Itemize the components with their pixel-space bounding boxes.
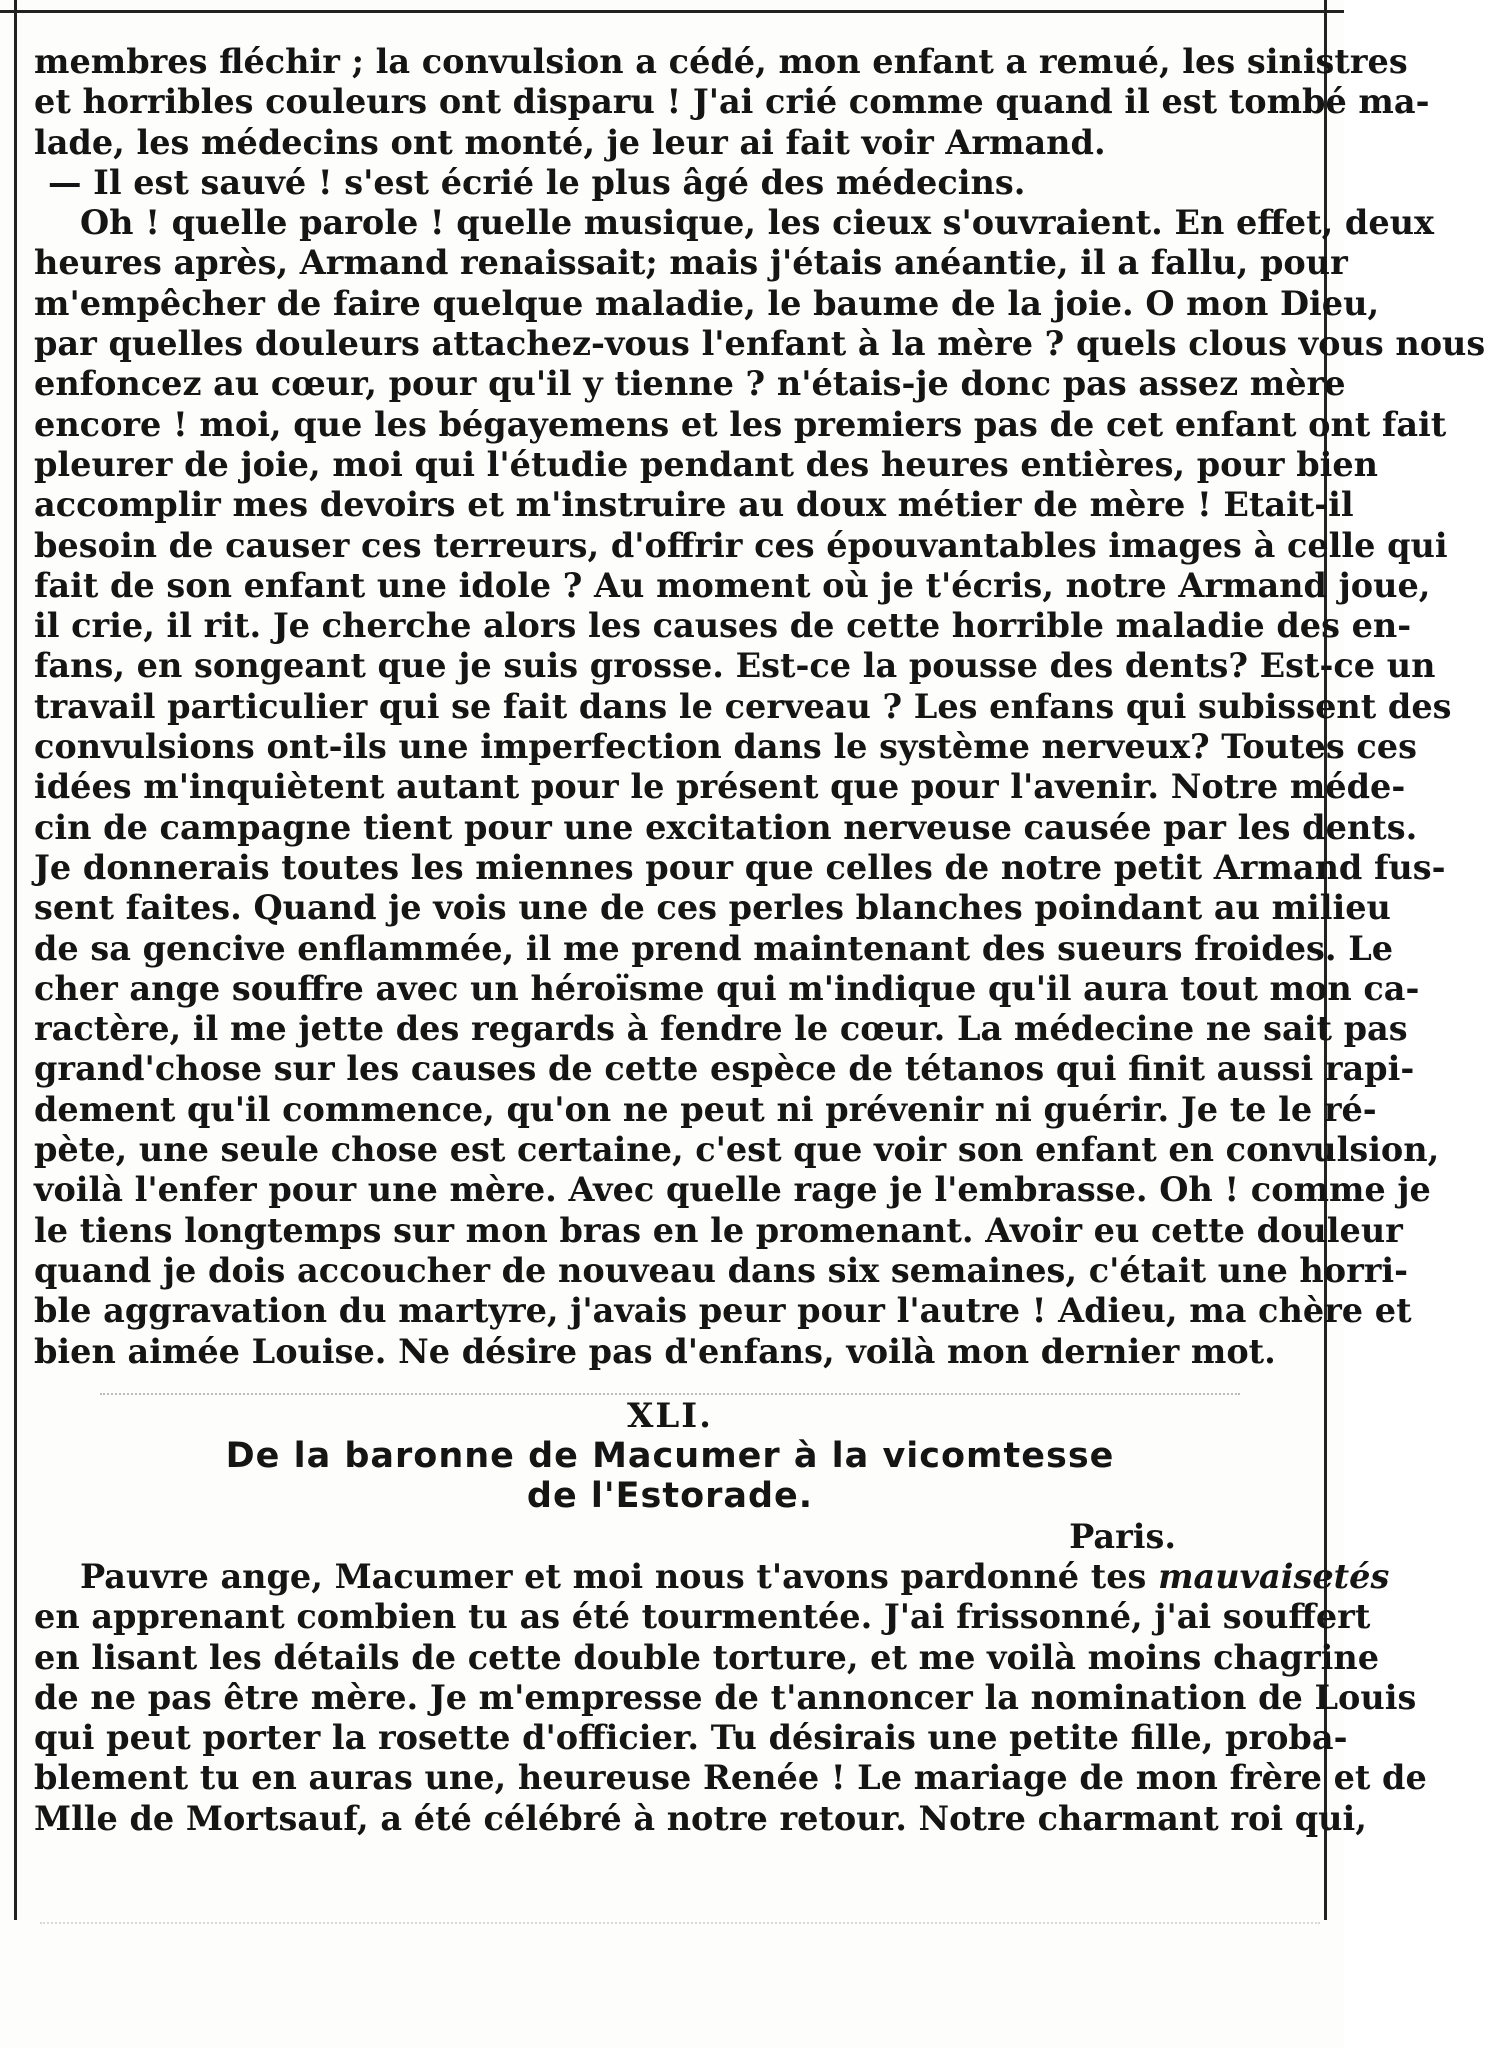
text-line: et horribles couleurs ont disparu ! J'ai crié comme quand il est tombé ma- (34, 82, 1430, 122)
text-line: sent faites. Quand je vois une de ces perles blanches poindant au milieu (34, 888, 1391, 928)
paragraph-continuation (34, 42, 1430, 163)
text-line: cher ange souffre avec un héroïsme qui m'indique qu'il aura tout mon ca- (34, 968, 1420, 1008)
letter-title-line-2: de l'Estorade. (526, 1476, 814, 1517)
text-line: qui peut porter la rosette d'officier. Tu désirais une petite fille, proba- (34, 1718, 1348, 1758)
text-line: heures après, Armand renaissait; mais j'étais anéantie, il a fallu, pour (34, 243, 1348, 283)
text-line: lade, les médecins ont monté, je leur ai fait voir Armand. (34, 122, 1106, 162)
text-line: convulsions ont-ils une imperfection dans le système nerveux? Toutes ces (34, 727, 1417, 767)
print-artifact-line-bottom (40, 1922, 1320, 1938)
top-rule (0, 0, 1344, 13)
text-line: en lisant les détails de cette double torture, et me voilà moins chagrine (34, 1637, 1380, 1677)
left-column-rule (14, 0, 17, 1920)
text-line: pète, une seule chose est certaine, c'est que voir son enfant en convulsion, (34, 1130, 1440, 1170)
text-line: encore ! moi, que les bégayemens et les premiers pas de cet enfant ont fait (34, 404, 1447, 444)
text-line: de sa gencive enflammée, il me prend maintenant des sueurs froides. Le (34, 928, 1394, 968)
letter-place: Paris. (1069, 1516, 1176, 1556)
text-line: voilà l'enfer pour une mère. Avec quelle rage je l'embrasse. Oh ! comme je (34, 1170, 1431, 1210)
text-line: blement tu en auras une, heureuse Renée ! Le mariage de mon frère et de (34, 1758, 1427, 1798)
text-line: ble aggravation du martyre, j'avais peur pour l'autre ! Adieu, ma chère et (34, 1291, 1412, 1331)
text-line: idées m'inquiètent autant pour le présent que pour l'avenir. Notre méde- (34, 767, 1406, 807)
letter-opening-line (34, 1556, 1390, 1597)
text-line: cin de campagne tient pour une excitation nerveuse causée par les dents. (34, 807, 1418, 847)
text-line: ractère, il me jette des regards à fendre le cœur. La médecine ne sait pas (34, 1009, 1408, 1049)
chapter-number: XLI. (626, 1395, 714, 1436)
text-line: accomplir mes devoirs et m'instruire au doux métier de mère ! Etait-il (34, 485, 1354, 525)
text-line: — Il est sauvé ! s'est écrié le plus âgé des médecins. (48, 162, 1026, 202)
text-line: Je donnerais toutes les miennes pour que celles de notre petit Armand fus- (34, 847, 1446, 887)
letter-opening-italic: mauvaisetés (1158, 1556, 1390, 1596)
text-line: en apprenant combien tu as été tourmentée. J'ai frissonné, j'ai souffert (34, 1597, 1371, 1637)
paragraph-letter (34, 1597, 1427, 1839)
text-line: Mlle de Mortsauf, a été célébré à notre retour. Notre charmant roi qui, (34, 1798, 1367, 1838)
letter-opening-text: Pauvre ange, Macumer et moi nous t'avons pardonné tes (80, 1556, 1147, 1596)
text-line: membres fléchir ; la convulsion a cédé, mon enfant a remué, les sinistres (34, 42, 1408, 81)
text-line: travail particulier qui se fait dans le cerveau ? Les enfans qui subissent des (34, 686, 1452, 726)
text-line: par quelles douleurs attachez-vous l'enfant à la mère ? quels clous vous nous (34, 324, 1485, 364)
text-line: fans, en songeant que je suis grosse. Est-ce la pousse des dents? Est-ce un (34, 646, 1436, 686)
text-line: enfoncez au cœur, pour qu'il y tienne ? n'étais-je donc pas assez mère (34, 364, 1346, 404)
text-line: dement qu'il commence, qu'on ne peut ni prévenir ni guérir. Je te le ré- (34, 1089, 1377, 1129)
text-line: m'empêcher de faire quelque maladie, le baume de la joie. O mon Dieu, (34, 283, 1380, 323)
text-line: fait de son enfant une idole ? Au moment où je t'écris, notre Armand joue, (34, 565, 1431, 605)
text-line: bien aimée Louise. Ne désire pas d'enfans, voilà mon dernier mot. (34, 1331, 1276, 1371)
article-column (34, 42, 1485, 1839)
text-line: de ne pas être mère. Je m'empresse de t'annoncer la nomination de Louis (34, 1677, 1417, 1717)
text-line: besoin de causer ces terreurs, d'offrir ces épouvantables images à celle qui (34, 525, 1448, 565)
print-artifact-line (100, 1393, 1240, 1411)
paragraph-main (34, 203, 1485, 1372)
text-line: quand je dois accoucher de nouveau dans six semaines, c'était une horri- (34, 1250, 1409, 1290)
text-line: grand'chose sur les causes de cette espèce de tétanos qui finit aussi rapi- (34, 1049, 1415, 1089)
text-line: le tiens longtemps sur mon bras en le promenant. Avoir eu cette douleur (34, 1210, 1403, 1250)
letter-title-line-1: De la baronne de Macumer à la vicomtesse (225, 1436, 1115, 1477)
text-line: il crie, il rit. Je cherche alors les causes de cette horrible maladie des en- (34, 606, 1412, 646)
paragraph-dialogue (34, 163, 1306, 203)
text-line: pleurer de joie, moi qui l'étudie pendant des heures entières, pour bien (34, 444, 1379, 484)
text-line: Oh ! quelle parole ! quelle musique, les cieux s'ouvraient. En effet, deux (80, 203, 1434, 243)
